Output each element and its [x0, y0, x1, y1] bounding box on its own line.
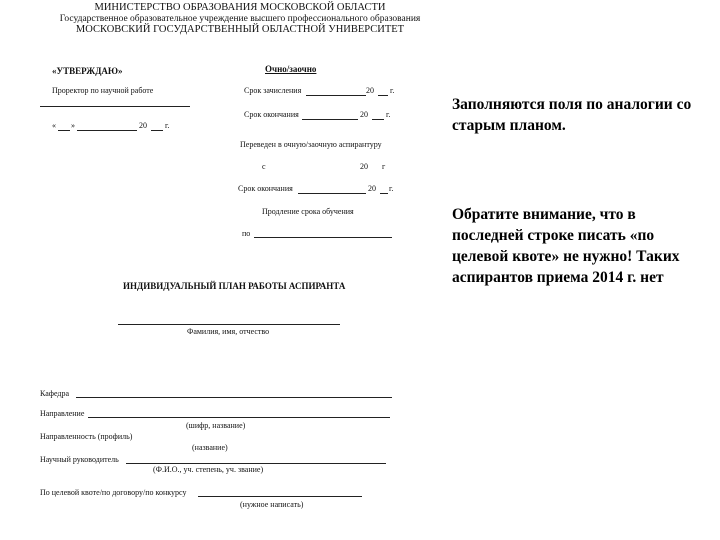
end-date-line-2 — [298, 193, 366, 194]
prorector-signature-line — [40, 106, 190, 107]
transfer-from: с — [262, 162, 266, 171]
department-line — [76, 397, 392, 398]
end-date-label-2: Срок окончания — [238, 184, 293, 193]
transfer-g: г — [382, 162, 386, 171]
approve-day-line — [58, 130, 70, 131]
end-year-2: 20 — [368, 184, 376, 193]
approve-title: «УТВЕРЖДАЮ» — [52, 66, 123, 76]
direction-caption: (шифр, название) — [186, 421, 246, 430]
profile-caption: (название) — [192, 443, 228, 452]
enroll-g: г. — [390, 86, 395, 95]
supervisor-line — [126, 463, 386, 464]
enroll-year-line — [378, 95, 388, 96]
direction-label: Направление — [40, 409, 85, 418]
end-date-line — [302, 119, 358, 120]
enroll-year: 20 — [366, 86, 374, 95]
supervisor-caption: (Ф.И.О., уч. степень, уч. звание) — [153, 465, 264, 474]
approve-date-end: г. — [165, 121, 170, 130]
prorector-label: Проректор по научной работе — [52, 86, 154, 95]
quota-label: По целевой квоте/по договору/по конкурсу — [40, 488, 187, 497]
supervisor-label: Научный руководитель — [40, 455, 119, 464]
end-year-line-2 — [380, 193, 388, 194]
profile-label: Направленность (профиль) — [40, 432, 133, 441]
approve-year-line — [151, 130, 163, 131]
approve-date-year: 20 — [139, 121, 147, 130]
enroll-date-label: Срок зачисления — [244, 86, 302, 95]
end-g: г. — [386, 110, 391, 119]
approve-date-open: « — [52, 121, 56, 130]
department-label: Кафедра — [40, 389, 70, 398]
extension-line — [254, 237, 392, 238]
extension-label: Продление срока обучения — [262, 207, 354, 216]
approve-month-line — [77, 130, 137, 131]
study-form-label: Очно/заочно — [265, 64, 317, 74]
direction-line — [88, 417, 390, 418]
end-year-line — [372, 119, 384, 120]
quota-line — [198, 496, 362, 497]
university-header: МОСКОВСКИЙ ГОСУДАРСТВЕННЫЙ ОБЛАСТНОЙ УНИВЕРСИТЕТ — [75, 24, 405, 35]
transfer-year: 20 — [360, 162, 368, 171]
extension-until: по — [242, 229, 251, 238]
end-g-2: г. — [389, 184, 394, 193]
transfer-label: Переведен в очную/заочную аспирантуру — [240, 140, 382, 149]
fio-caption: Фамилия, имя, отчество — [187, 327, 270, 336]
ministry-header: МИНИСТЕРСТВО ОБРАЗОВАНИЯ МОСКОВСКОЙ ОБЛАСТИ — [94, 2, 386, 13]
enroll-date-line — [306, 95, 366, 96]
note-fill-fields: Заполняются поля по аналогии со старым планом. — [452, 96, 692, 134]
end-year: 20 — [360, 110, 368, 119]
quota-caption: (нужное написать) — [240, 500, 304, 509]
approve-date-mid: » — [71, 121, 75, 130]
institution-type-header: Государственное образовательное учреждение высшего профессионального образования — [59, 14, 421, 24]
fio-line — [118, 324, 340, 325]
plan-title: ИНДИВИДУАЛЬНЫЙ ПЛАН РАБОТЫ АСПИРАНТА — [123, 281, 346, 291]
note-quota-warning: Обратите внимание, что в последней строке писать «по целевой квоте» не нужно! Таких аспирантов приема 2014 г. нет — [452, 206, 680, 286]
end-date-label: Срок окончания — [244, 110, 299, 119]
